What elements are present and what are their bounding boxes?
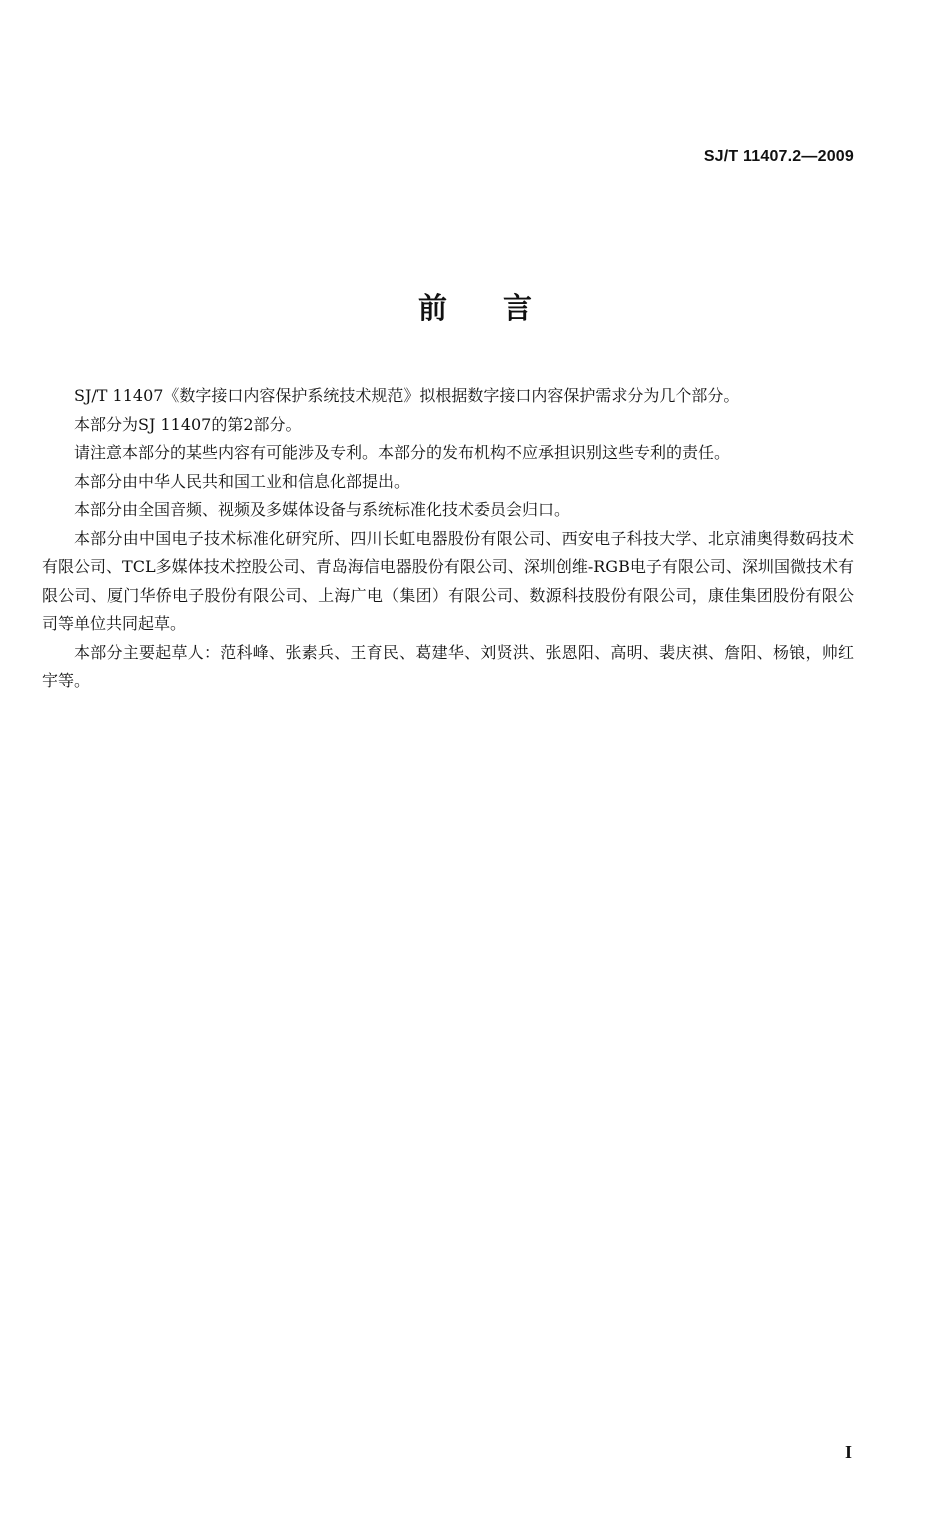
paragraph-drafters: 本部分主要起草人：范科峰、张素兵、王育民、葛建华、刘贤洪、张恩阳、高明、裴庆祺、詹阳、杨锒，帅红宇等。 [42, 642, 854, 690]
paragraph-drafting-organizations: 本部分由中国电子技术标准化研究所、四川长虹电器股份有限公司、西安电子科技大学、北京浦奥得数码技术有限公司、TCL多媒体技术控股公司、青岛海信电器股份有限公司、深圳创维-RGB电子有限公司、深圳国微技术有限公司、厦门华侨电子股份有限公司、上海广电（集团）有限公司、数源科技股份有限公司，康佳集团股份有限公司等单位共同起草。 [42, 528, 854, 633]
paragraph-scope: SJ/T 11407《数字接口内容保护系统技术规范》拟根据数字接口内容保护需求分为几个部分。 [74, 386, 740, 405]
paragraph-proposer: 本部分由中华人民共和国工业和信息化部提出。 [74, 471, 411, 491]
paragraph-part: 本部分为SJ 11407的第2部分。 [74, 414, 302, 434]
page-title: 前言 [417, 291, 588, 325]
document-code: SJ/T 11407.2—2009 [703, 148, 854, 165]
page-number: I [844, 1442, 852, 1462]
foreword-body [42, 382, 854, 696]
paragraph-patent-notice: 请注意本部分的某些内容有可能涉及专利。本部分的发布机构不应承担识别这些专利的责任。 [74, 443, 731, 462]
paragraph-technical-committee: 本部分由全国音频、视频及多媒体设备与系统标准化技术委员会归口。 [74, 500, 571, 519]
